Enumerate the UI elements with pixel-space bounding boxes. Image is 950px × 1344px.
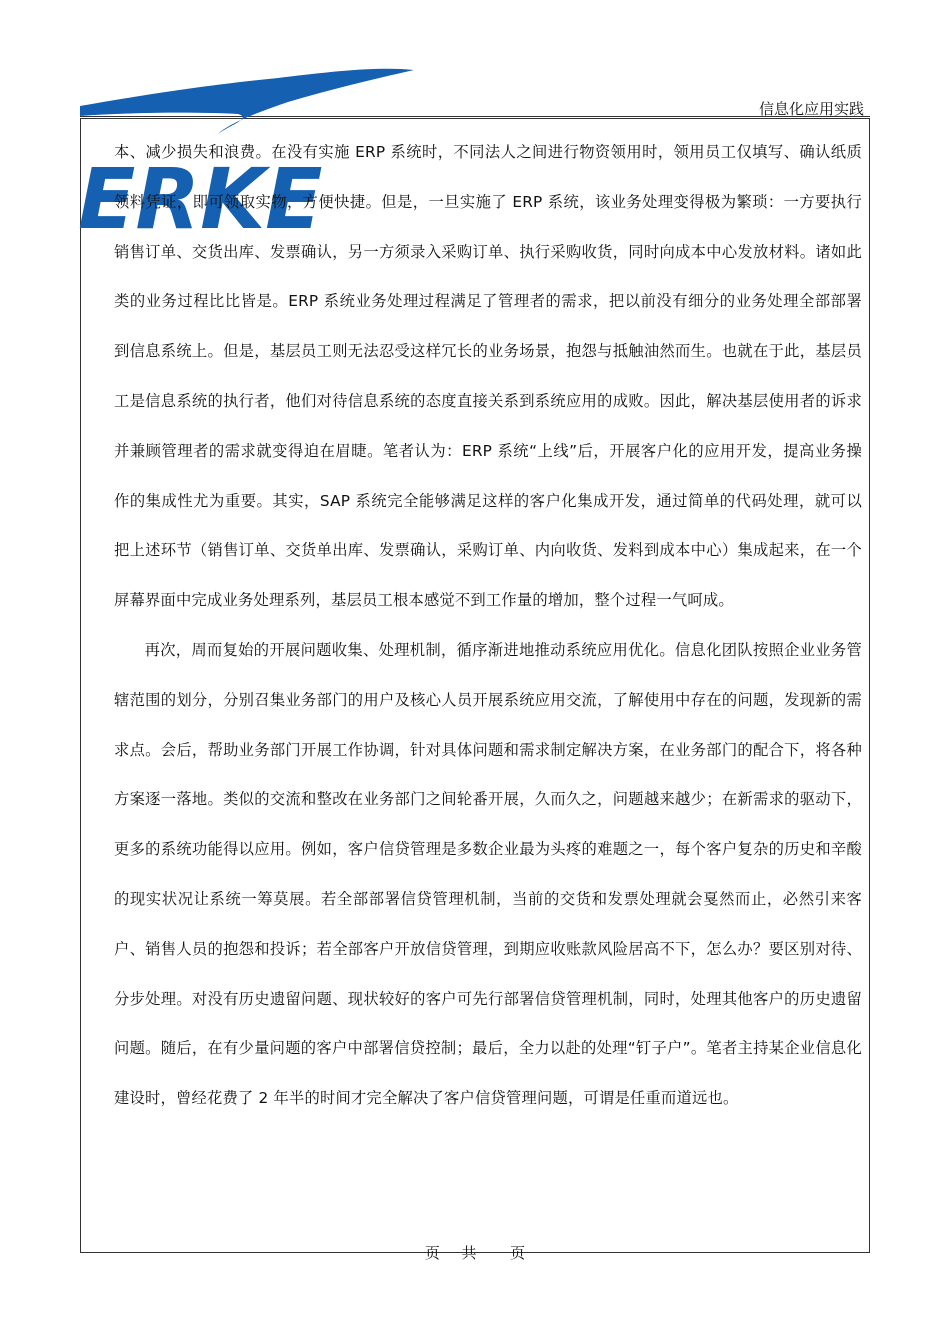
body-content — [114, 128, 862, 1124]
header-title: 信息化应用实践 — [758, 100, 864, 118]
footer-page-suffix: 页 — [510, 1244, 526, 1262]
footer-total-label: 共 — [461, 1244, 477, 1262]
page-footer — [0, 1242, 950, 1263]
footer-page-label: 页 — [424, 1244, 440, 1262]
logo-wordmark: ERKE — [78, 150, 323, 234]
paragraph-2: 再次，周而复始的开展问题收集、处理机制，循序渐进地推动系统应用优化。信息化团队按照企业业务管辖范围的划分，分别召集业务部门的用户及核心人员开展系统应用交流，了解使用中存在的问题，发现新的需求点。会后，帮助业务部门开展工作协调，针对具体问题和需求制定解决方案，在业务部门的配合下，将各种方案逐一落地。类似的交流和整改在业务部门之间轮番开展，久而久之，问题越来越少；在新需求的驱动下，更多的系统功能得以应用。例如，客户信贷管理是多数企业最为头疼的难题之一，每个客户复杂的历史和辛酸的现实状况让系统一筹莫展。若全部部署信贷管理机制，当前的交货和发票处理就会戛然而止，必然引来客户、销售人员的抱怨和投诉；若全部客户开放信贷管理，到期应收账款风险居高不下，怎么办？要区别对待、分步处理。对没有历史遗留问题、现状较好的客户可先行部署信贷管理机制，同时，处理其他客户的历史遗留问题。随后，在有少量问题的客户中部署信贷控制；最后，全力以赴的处理“钉子户”。笔者主持某企业信息化建设时，曾经花费了 2 年半的时间才完全解决了客户信贷管理问题，可谓是任重而道远也。 — [114, 640, 862, 1108]
paragraph-1: 本、减少损失和浪费。在没有实施 ERP 系统时，不同法人之间进行物资领用时，领用员工仅填写、确认纸质领料凭证，即可领取实物，方便快捷。但是，一旦实施了 ERP 系统，该业务处理变得极为繁琐：一方要执行销售订单、交货出库、发票确认，另一方须录入采购订单、执行采购收货，同时向成本中心发放材料。诸如此类的业务过程比比皆是。ERP 系统业务处理过程满足了管理者的需求，把以前没有细分的业务处理全部部署到信息系统上。但是，基层员工则无法忍受这样冗长的业务场景，抱怨与抵触油然而生。也就在于此，基层员工是信息系统的执行者，他们对待信息系统的态度直接关系到系统应用的成败。因此，解决基层使用者的诉求并兼顾管理者的需求就变得迫在眉睫。笔者认为：ERP 系统“上线”后，开展客户化的应用开发，提高业务操作的集成性尤为重要。其实，SAP 系统完全能够满足这样的客户化集成开发，通过简单的代码处理，就可以把上述环节（销售订单、交货单出库、发票确认，采购订单、内向收货、发料到成本中心）集成起来，在一个屏幕界面中完成业务处理系列，基层员工根本感觉不到工作量的增加，整个过程一气呵成。 — [114, 143, 862, 610]
header-rule — [80, 116, 870, 117]
